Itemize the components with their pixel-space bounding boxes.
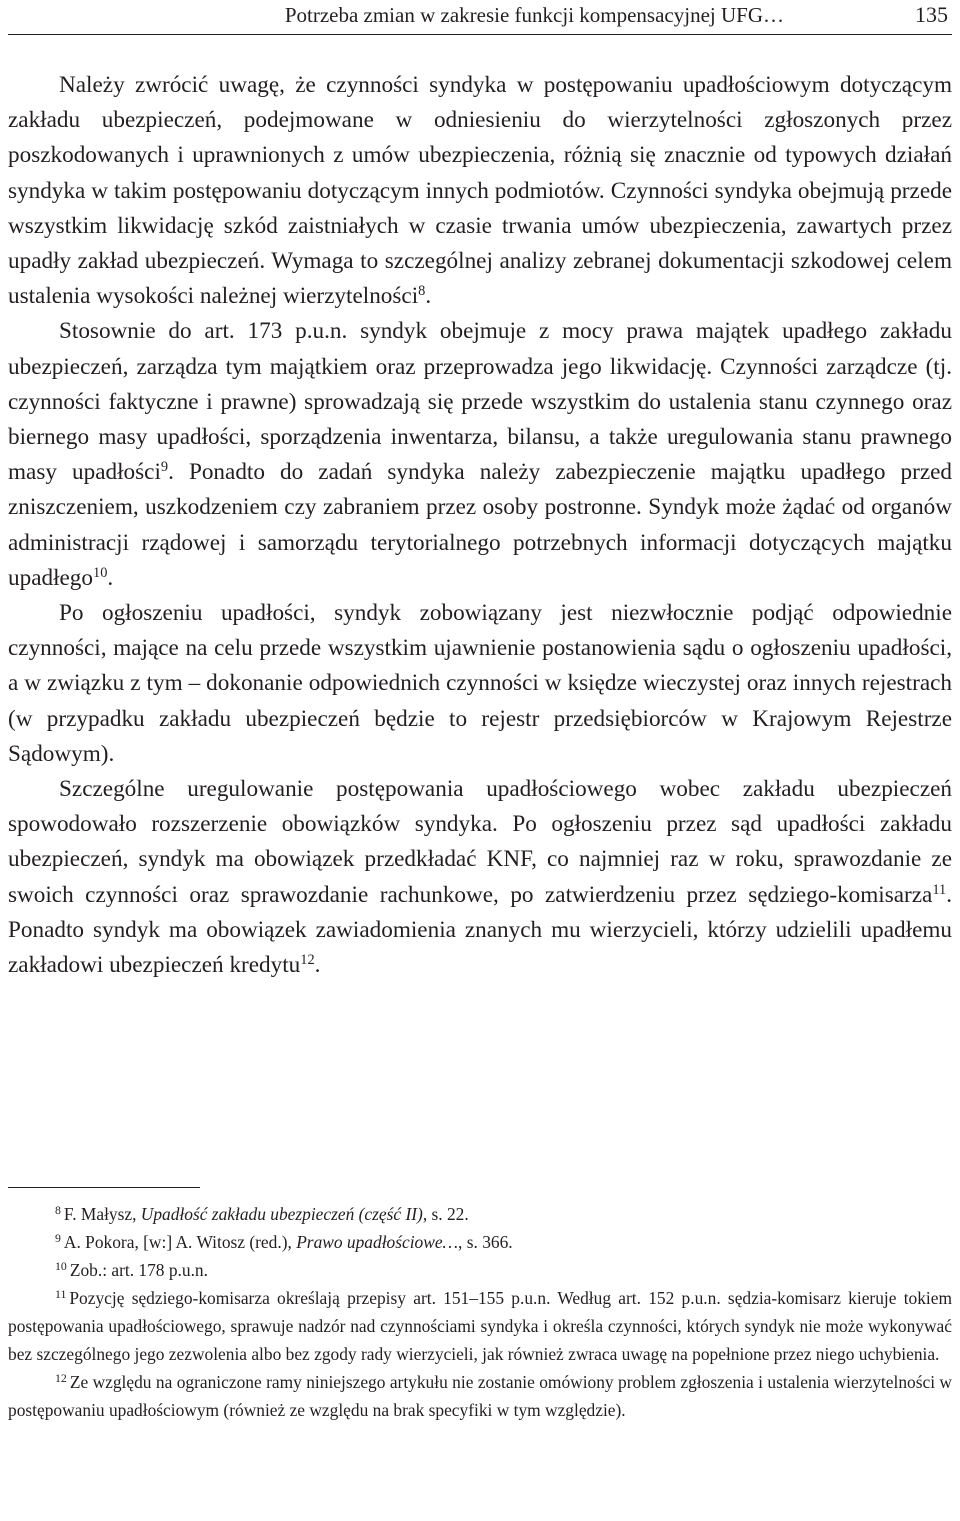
footnote-12 bbox=[8, 1368, 952, 1424]
footnotes bbox=[8, 1200, 952, 1424]
footnote-number: 8 bbox=[55, 1203, 61, 1218]
footnote-text-end: , s. 22. bbox=[422, 1204, 469, 1224]
footnote-text: Zob.: art. 178 p.u.n. bbox=[69, 1260, 208, 1280]
paragraph-2-text-cont: . Ponadto do zadań syndyka należy zabezpieczenie majątku upadłego przed zniszczeniem, uszkodzeniem czy zabraniem przez osoby postronne. Syndyk może żądać od organów administracji rządowej i samorządu terytorialnego potrzebnych informacji dotyczących majątku upadłego bbox=[8, 459, 953, 591]
footnote-ref-8[interactable]: 8 bbox=[418, 283, 426, 300]
footnote-number: 10 bbox=[55, 1259, 67, 1274]
footnote-text: Pozycję sędziego-komisarza określają przepisy art. 151–155 p.u.n. Według art. 152 p.u.n. sędzia-komisarz kieruje tokiem postępowania upadłościowego, sprawuje nadzór nad czynnościami syndyka i określa czynności, których syndyk nie może wykonywać bez szczególnego jego zezwolenia albo bez zgody rady wierzycieli, jak również zwraca uwagę na popełnione przez niego uchybienia. bbox=[8, 1288, 952, 1364]
footnote-number: 11 bbox=[55, 1287, 67, 1302]
footnote-9 bbox=[8, 1228, 952, 1256]
paragraph-2 bbox=[8, 314, 952, 596]
footnote-11 bbox=[8, 1284, 952, 1368]
footnote-text-end: , s. 366. bbox=[458, 1232, 513, 1252]
paragraph-4 bbox=[8, 772, 952, 983]
footnote-10 bbox=[8, 1256, 952, 1284]
footnote-text: Ze względu na ograniczone ramy niniejszego artykułu nie zostanie omówiony problem zgłoszenia i ustalenia wierzytelności w postępowaniu upadłościowym (również ze względu na brak specyfiki w tym względzie). bbox=[8, 1372, 952, 1420]
paragraph-1-text: Należy zwrócić uwagę, że czynności syndyka w postępowaniu upadłościowym dotyczącym zakładu ubezpieczeń, podejmowane w odniesieniu do wierzytelności zgłoszonych przez poszkodowanych i uprawnionych z umów ubezpieczenia, różnią się znacznie od typowych działań syndyka w takim postępowaniu dotyczącym innych podmiotów. Czynności syndyka obejmują przede wszystkim likwidację szkód zaistniałych w czasie trwania umów ubezpieczenia, zawartych przez upadły zakład ubezpieczeń. Wymaga to szczególnej analizy zebranej dokumentacji szkodowej celem ustalenia wysokości należnej wierzytelności bbox=[8, 72, 952, 310]
paragraph-1-end: . bbox=[425, 283, 432, 310]
footnote-8 bbox=[8, 1200, 952, 1228]
cited-title: Upadłość zakładu ubezpieczeń (część II) bbox=[140, 1204, 423, 1224]
footnote-text: A. Pokora, [w:] A. Witosz (red.), bbox=[63, 1232, 297, 1252]
footnote-separator bbox=[8, 1187, 200, 1188]
paragraph-2-end: . bbox=[107, 564, 114, 591]
paragraph-1 bbox=[8, 68, 952, 314]
footnote-number: 12 bbox=[55, 1371, 67, 1386]
footnote-ref-12[interactable]: 12 bbox=[300, 952, 315, 969]
main-text bbox=[8, 68, 952, 983]
paragraph-4-end: . bbox=[314, 952, 321, 979]
paragraph-2-text: Stosownie do art. 173 p.u.n. syndyk obejmuje z mocy prawa majątek upadłego zakładu ubezpieczeń, zarządza tym majątkiem oraz przeprowadza jego likwidację. Czynności zarządcze (tj. czynności faktyczne i prawne) sprowadzają się przede wszystkim do ustalenia stanu czynnego oraz biernego masy upadłości, sporządzenia inwentarza, bilansu, a także uregulowania stanu prawnego masy upadłości bbox=[8, 318, 952, 486]
footnote-text: F. Małysz, bbox=[63, 1204, 141, 1224]
running-title: Potrzeba zmian w zakresie funkcji kompensacyjnej UFG… bbox=[284, 3, 784, 27]
paragraph-4-text-cont: . Ponadto syndyk ma obowiązek zawiadomienia znanych mu wierzycieli, którzy udzielili upadłemu zakładowi ubezpieczeń kredytu bbox=[8, 881, 952, 979]
page-number: 135 bbox=[915, 2, 948, 27]
footnote-ref-10[interactable]: 10 bbox=[93, 564, 108, 581]
footnote-number: 9 bbox=[55, 1231, 61, 1246]
paragraph-4-text: Szczególne uregulowanie postępowania upadłościowego wobec zakładu ubezpieczeń spowodowało rozszerzenie obowiązków syndyka. Po ogłoszeniu przez sąd upadłości zakładu ubezpieczeń, syndyk ma obowiązek przedkładać KNF, co najmniej raz w roku, sprawozdanie ze swoich czynności oraz sprawozdanie rachunkowe, po zatwierdzeniu przez sędziego-komisarza bbox=[8, 776, 952, 908]
footnote-ref-11[interactable]: 11 bbox=[932, 881, 947, 898]
running-header bbox=[8, 0, 952, 35]
cited-title: Prawo upadłościowe… bbox=[296, 1232, 459, 1252]
footnote-ref-9[interactable]: 9 bbox=[160, 459, 169, 476]
paragraph-3: Po ogłoszeniu upadłości, syndyk zobowiązany jest niezwłocznie podjąć odpowiednie czynności, mające na celu przede wszystkim ujawnienie postanowienia sądu o ogłoszeniu upadłości, a w związku z tym – dokonanie odpowiednich czynności w księdze wieczystej oraz innych rejestrach (w przypadku zakładu ubezpieczeń będzie to rejestr przedsiębiorców w Krajowym Rejestrze Sądowym). bbox=[8, 600, 952, 767]
